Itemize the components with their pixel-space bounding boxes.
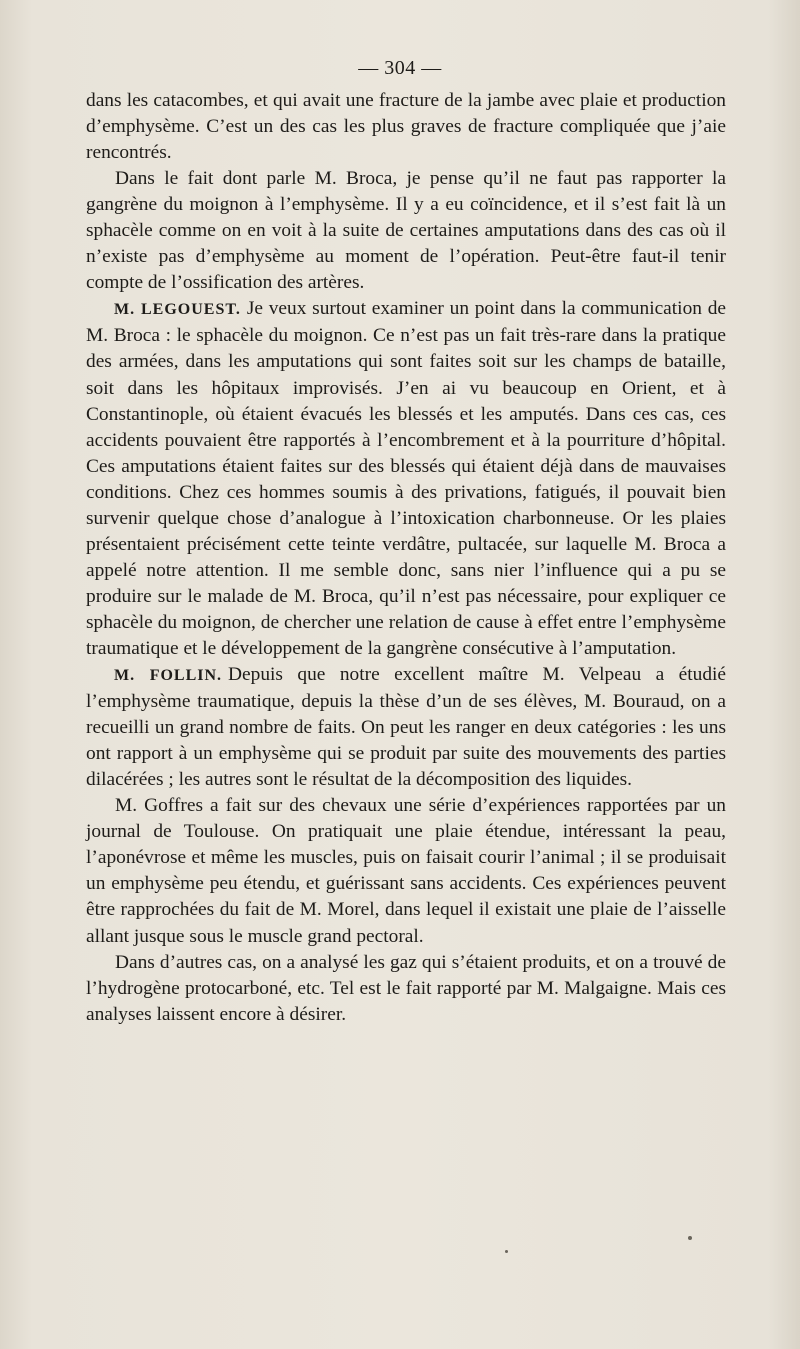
- paragraph-follin: [86, 662, 726, 793]
- paragraph-goffres-text: M. Goffres a fait sur des chevaux une série d’expériences rapportées par un journal de Toulouse. On pratiquait une plaie étendue, intéressant la peau, l’aponévrose et même les muscles, puis on faisait courir l’animal ; il se produisait un emphysème peu étendu, et guérissant sans accidents. Ces expériences peuvent être rapprochées du fait de M. Morel, dans lequel il existait une plaie de l’aisselle allant jusque sous le muscle grand pectoral.: [86, 795, 726, 947]
- paper-speck: [505, 1250, 508, 1253]
- speaker-follin: M. FOLLIN.: [114, 667, 223, 685]
- paragraph-1: [86, 88, 726, 166]
- paragraph-final-text: Dans d’autres cas, on a analysé les gaz qui s’étaient produits, et on a trouvé de l’hydrogène protocarboné, etc. Tel est le fait rapporté par M. Malgaigne. Mais ces analyses laissent encore à désirer.: [86, 951, 726, 1025]
- paragraph-goffres: [86, 793, 726, 949]
- body-text: [86, 88, 726, 1028]
- speaker-legouest: M. LEGOUEST.: [114, 301, 241, 319]
- paper-speck: [688, 1236, 692, 1240]
- paragraph-final: [86, 950, 726, 1028]
- page-number: — 304 —: [358, 57, 442, 79]
- paragraph-2-text: Dans le fait dont parle M. Broca, je pense qu’il ne faut pas rapporter la gangrène du moignon à l’emphysème. Il y a eu coïncidence, et il s’est fait là un sphacèle comme on en voit à la suite de certaines amputations dans des cas où il n’existe pas d’emphysème au moment de l’opération. Peut-être faut-il tenir compte de l’ossification des artères.: [86, 168, 726, 294]
- paragraph-follin-text: Depuis que notre excellent maître M. Velpeau a étudié l’emphysème traumatique, depuis la thèse d’un de ses élèves, M. Bouraud, on a recueilli un grand nombre de faits. On peut les ranger en deux catégories : les uns ont rapport à un emphysème qui se produit par suite des mouvements des parties dilacérées ; les autres sont le résultat de la décomposition des liquides.: [86, 664, 727, 791]
- paragraph-1-text: dans les catacombes, et qui avait une fracture de la jambe avec plaie et production d’emphysème. C’est un des cas les plus graves de fracture compliquée que j’aie rencontrés.: [86, 90, 726, 164]
- paragraph-2: [86, 166, 726, 296]
- paragraph-legouest-text: Je veux surtout examiner un point dans la communication de M. Broca : le sphacèle du moignon. Ce n’est pas un fait très-rare dans la pratique des armées, dans les amputations qui sont faites soit sur les champs de bataille, soit dans les hôpitaux improvisés. J’en ai vu beaucoup en Orient, et à Constantinople, où étaient évacués les blessés et les amputés. Dans ces cas, ces accidents pouvaient être rapportés à l’encombrement et à la pourriture d’hôpital. Ces amputations étaient faites sur des blessés qui étaient déjà dans de mauvaises conditions. Chez ces hommes soumis à des privations, fatigués, il pouvait bien survenir quelque chose d’analogue à l’intoxication charbonneuse. Or les plaies présentaient précisément cette teinte verdâtre, pultacée, sur laquelle M. Broca a appelé notre attention. Il me semble donc, sans nier l’influence qui a pu se produire sur le malade de M. Broca, qu’il n’est pas nécessaire, pour expliquer ce sphacèle du moignon, de chercher une relation de cause à effet entre l’emphysème traumatique et le développement de la gangrène consécutive à l’amputation.: [86, 298, 726, 659]
- paragraph-legouest: [86, 296, 726, 662]
